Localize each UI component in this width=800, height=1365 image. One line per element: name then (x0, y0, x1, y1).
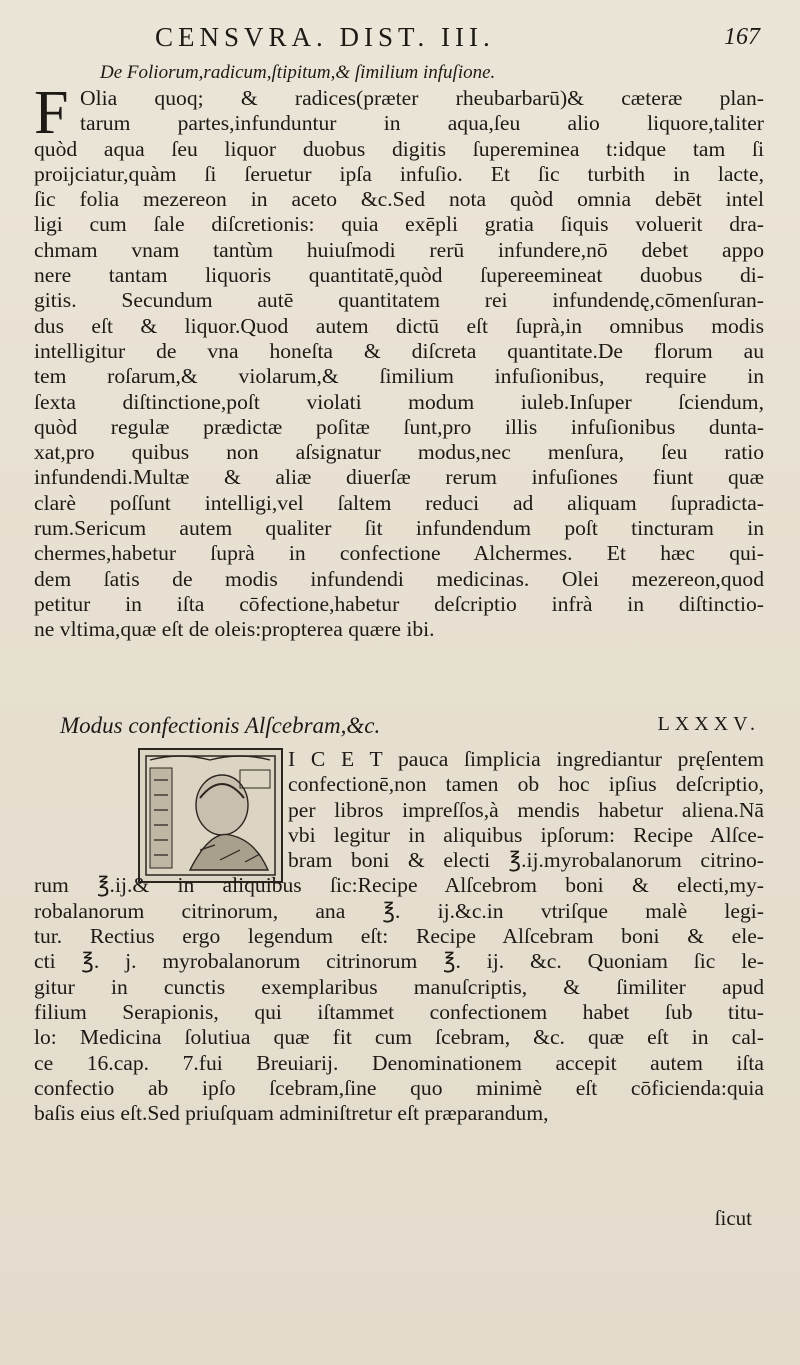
paragraph-alscebram (34, 747, 764, 1126)
text-line: ne vltima,quæ eſt de oleis:propterea quære ibi. (34, 617, 435, 642)
text-line: ſexta diſtinctione,poſt violati modum iuleb.Inſuper ſciendum, (34, 389, 764, 414)
text-line: dus eſt & liquor.Quod autem dictū eſt ſuprà,in omnibus modis (34, 313, 764, 338)
text-line: clarè poſſunt intelligi,vel ſaltem reduci ad aliquam ſupradicta- (34, 490, 764, 515)
text-line: confectionē,non tamen ob hoc ipſius deſcriptio, (288, 772, 764, 797)
text-line: gitis. Secundum autē quantitatem rei infundendę,cōmenſuran- (34, 288, 764, 313)
text-line: nere tantam liquoris quantitatē,quòd ſupereemineat duobus di- (34, 263, 764, 288)
text-line: proijciatur,quàm ſi ſeruetur ipſa infuſio. Et ſic turbith in lacte, (34, 161, 764, 186)
text-line: cti ℥. j. myrobalanorum citrinorum ℥. ij. &c. Quoniam ſic le- (34, 949, 764, 974)
text-line: intelligitur de vna honeſta & diſcreta quantitate.De florum au (34, 338, 764, 363)
text-line: chmam vnam tantùm huiuſmodi rerū infundere,nō debet appo (34, 237, 764, 262)
text-line: xat,pro quibus non aſsignatur modus,nec menſura, ſeu ratio (34, 440, 764, 465)
chapter-subtitle: De Foliorum,radicum,ſtipitum,& ſimilium infuſione. (100, 62, 496, 83)
text-line: rum.Sericum autem qualiter ſit infundendum poſt tincturam in (34, 516, 764, 541)
text-line: tur. Rectius ergo legendum eſt: Recipe Alſcebram boni & ele- (34, 924, 764, 949)
text-line: vbi legitur in aliquibus ipſorum: Recipe Alſce- (288, 822, 764, 847)
section-heading (60, 713, 760, 739)
text-line: tarum partes,infunduntur in aqua,ſeu alio liquore,taliter (80, 111, 764, 136)
paragraph-infusion (34, 79, 764, 643)
text-line: per libros impreſſos,à mendis habetur aliena.Nā (288, 797, 764, 822)
text-line: dem ſatis de modis infundendi medicinas. Olei mezereon,quod (34, 566, 764, 591)
text-line: filium Serapionis, qui iſtammet confectionem habet ſub titu- (34, 999, 764, 1024)
text-line: gitur in cunctis exemplaribus manuſcriptis, & ſimiliter apud (34, 974, 764, 999)
text-line: baſis eius eſt.Sed priuſquam adminiſtretur eſt præparandum, (34, 1101, 549, 1126)
text-line: confectio ab ipſo ſcebram,ſine quo minimè eſt cōficienda:quia (34, 1075, 764, 1100)
section-title: Modus confectionis Alſcebram,&c. (60, 713, 381, 738)
text-line: quòd regulæ prædictæ poſitæ ſunt,pro illis infuſionibus dunta- (34, 414, 764, 439)
drop-cap: F (34, 79, 69, 147)
text-line: ſic folia mezereon in aceto &c.Sed nota quòd omnia debēt intel (34, 187, 764, 212)
text-line: robalanorum citrinorum, ana ℥. ij.&c.in vtriſque malè legi- (34, 898, 764, 923)
section-number: LXXXV. (657, 713, 760, 735)
text-line: I C E T pauca ſimplicia ingrediantur pręſentem (288, 747, 764, 771)
text-line: petitur in iſta cōfectione,habetur deſcriptio infrà in diſtinctio- (34, 591, 764, 616)
text-line: ligi cum ſale diſcretionis: quia exēpli gratia ſiquis voluerit dra- (34, 212, 764, 237)
text-line: bram boni & electi ℥.ij.myrobalanorum citrino- (288, 848, 764, 873)
text-line: ce 16.cap. 7.fui Breuiarij. Denominationem accepit autem iſta (34, 1050, 764, 1075)
page-number: 167 (724, 24, 760, 50)
running-header (155, 22, 760, 60)
text-line: lo: Medicina ſolutiua quæ fit cum ſcebram, &c. quæ eſt in cal- (34, 1025, 764, 1050)
text-line: tem roſarum,& violarum,& ſimilium infuſionibus, require in (34, 364, 764, 389)
text-line: chermes,habetur ſuprà in confectione Alchermes. Et hæc qui- (34, 541, 764, 566)
header-title: CENSVRA. DIST. III. (155, 22, 495, 52)
catchword: ſicut (714, 1206, 752, 1230)
text-line: rum ℥.ij.& in aliquibus ſic:Recipe Alſcebrom boni & electi,my- (34, 873, 764, 898)
text-line: Olia quoq; & radices(præter rheubarbarū)& cæteræ plan- (80, 86, 764, 110)
text-line: infundendi.Multæ & aliæ diuerſæ rerum infuſiones fiunt quæ (34, 465, 764, 490)
text-line: quòd aqua ſeu liquor duobus digitis ſupereminea t:idque tam ſi (34, 136, 764, 161)
